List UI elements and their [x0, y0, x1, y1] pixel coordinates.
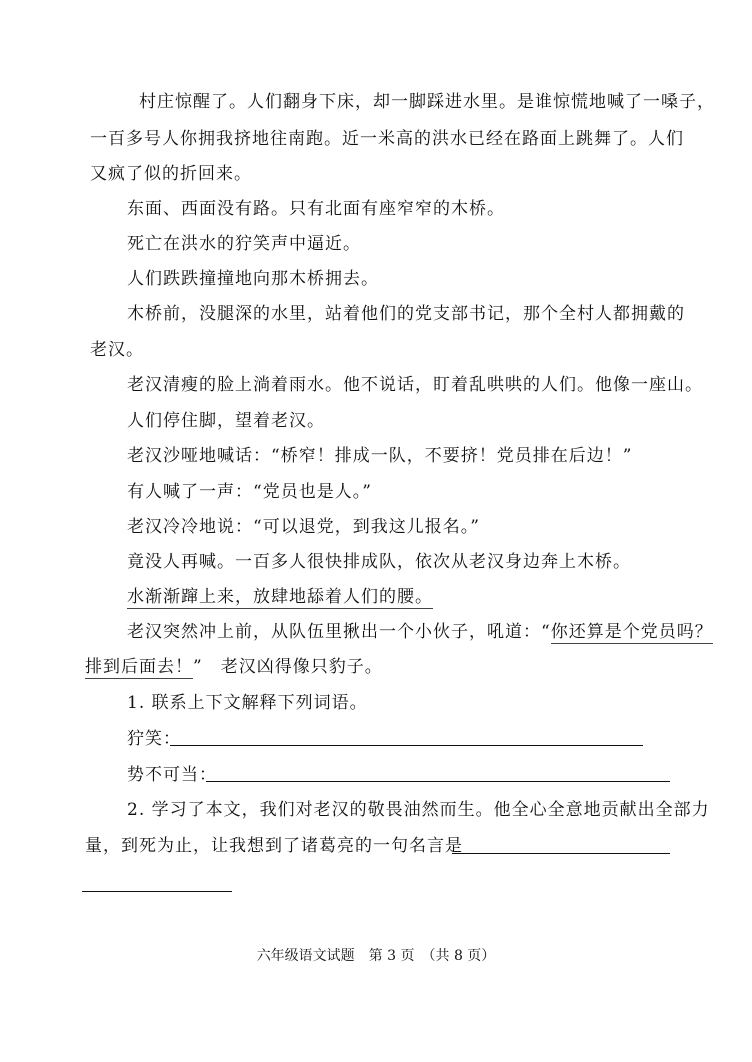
- question-1-word-label: 势不可当：: [127, 765, 217, 785]
- answer-blank-line[interactable]: [82, 891, 232, 892]
- passage-line-underlined: [127, 586, 433, 608]
- passage-line: 又疯了似的折回来。: [90, 164, 252, 184]
- question-2-text: 2. 学习了本文，我们对老汉的敬畏油然而生。他全心全意地贡献出全部力: [127, 800, 710, 820]
- passage-text: 老汉突然冲上前，从队伍里揪出一个小伙子，吼道：“: [127, 622, 551, 642]
- question-1-word-label: 狞笑：: [127, 729, 181, 749]
- passage-line: 东面、西面没有路。只有北面有座窄窄的木桥。: [127, 199, 505, 219]
- passage-line: 老汉沙哑地喊话：“桥窄！排成一队，不要挤！党员排在后边！”: [127, 446, 633, 466]
- passage-line: 村庄惊醒了。人们翻身下床，却一脚踩进水里。是谁惊慌地喊了一嗓子，: [139, 92, 715, 112]
- passage-line: 老汉清瘦的脸上淌着雨水。他不说话，盯着乱哄哄的人们。他像一座山。: [127, 375, 703, 395]
- underlined-sentence: 水渐渐蹿上来，放肆地舔着人们的腰。: [127, 587, 433, 607]
- passage-line: 人们停住脚，望着老汉。: [127, 411, 325, 431]
- question-1-title: 1. 联系上下文解释下列词语。: [127, 693, 368, 713]
- passage-line: 死亡在洪水的狞笑声中逼近。: [127, 234, 361, 254]
- passage-line: 竟没人再喊。一百多人很快排成队，依次从老汉身边奔上木桥。: [127, 552, 631, 572]
- passage-line: 老汉冷冷地说：“可以退党，到我这儿报名。”: [127, 517, 480, 537]
- passage-line: 一百多号人你拥我挤地往南跑。近一米高的洪水已经在路面上跳舞了。人们: [90, 129, 684, 149]
- underlined-quote: 排到后面去！: [85, 657, 193, 677]
- passage-line: 人们跌跌撞撞地向那木桥拥去。: [127, 269, 379, 289]
- underlined-quote: 你还算是个党员吗？: [550, 622, 713, 642]
- passage-line: 老汉。: [90, 340, 144, 360]
- passage-line: [85, 656, 383, 678]
- passage-text: ” 老汉凶得像只豹子。: [193, 657, 383, 677]
- answer-blank-line[interactable]: [206, 781, 670, 782]
- question-2-text: 量，到死为止，让我想到了诸葛亮的一句名言是: [85, 836, 463, 856]
- answer-blank-line[interactable]: [452, 853, 670, 854]
- passage-line: 有人喊了一声：“党员也是人。”: [127, 482, 372, 502]
- page-footer: 六年级语文试题 第 3 页 （共 8 页）: [256, 948, 496, 964]
- passage-line: [127, 621, 713, 643]
- passage-line: 木桥前，没腿深的水里，站着他们的党支部书记，那个全村人都拥戴的: [127, 304, 685, 324]
- answer-blank-line[interactable]: [170, 745, 643, 746]
